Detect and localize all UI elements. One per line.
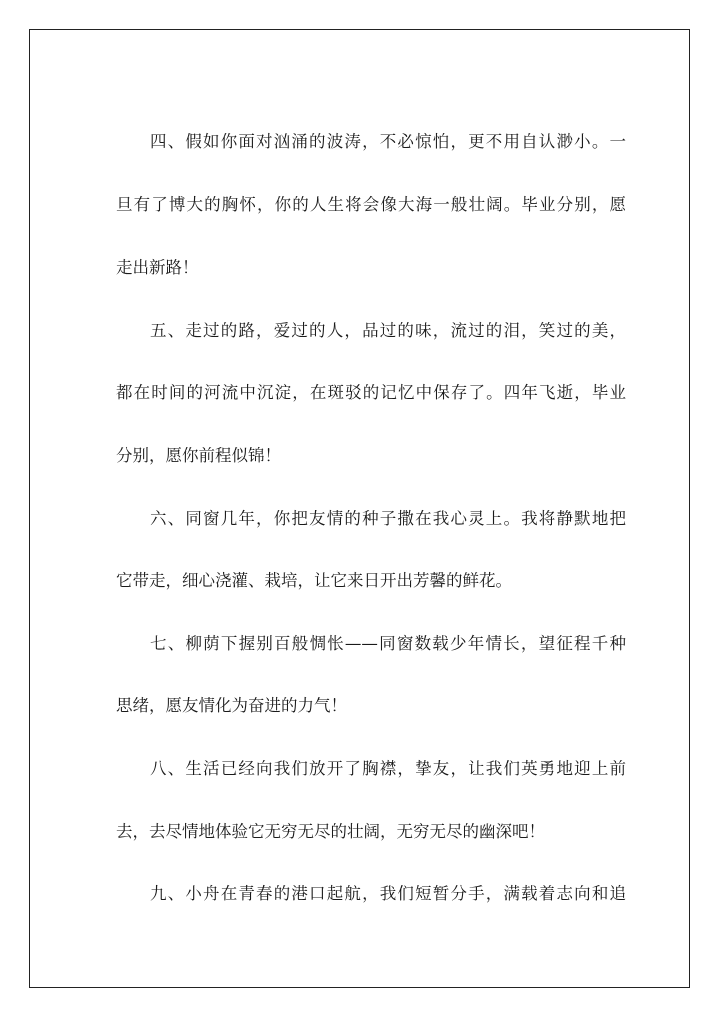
paragraph-5-line-2: 都在时间的河流中沉淀，在斑驳的记忆中保存了。四年飞逝，毕业: [116, 383, 626, 402]
paragraph-6-line-1: 六、同窗几年，你把友情的种子撒在我心灵上。我将静默地把: [150, 509, 626, 528]
paragraph-4-line-3: 走出新路！: [116, 258, 199, 277]
paragraph-6-line-2: 它带走，细心浇灌、栽培，让它来日开出芳馨的鲜花。: [116, 571, 512, 590]
paragraph-5-line-3: 分别，愿你前程似锦！: [116, 446, 281, 465]
paragraph-7-line-2: 思绪，愿友情化为奋进的力气！: [116, 696, 347, 715]
paragraph-9-line-1: 九、小舟在青春的港口起航，我们短暂分手，满载着志向和追: [150, 884, 626, 903]
paragraph-8-line-1: 八、生活已经向我们放开了胸襟，挚友，让我们英勇地迎上前: [150, 759, 626, 778]
paragraph-8-line-2: 去，去尽情地体验它无穷无尽的壮阔，无穷无尽的幽深吧！: [116, 822, 545, 841]
paragraph-4-line-2: 旦有了博大的胸怀，你的人生将会像大海一般壮阔。毕业分别，愿: [116, 195, 626, 214]
paragraph-5-line-1: 五、走过的路，爱过的人，品过的味，流过的泪，笑过的美，: [150, 321, 626, 340]
paragraph-4-line-1: 四、假如你面对汹涌的波涛，不必惊怕，更不用自认渺小。一: [150, 132, 626, 151]
paragraph-7-line-1: 七、柳荫下握别百般惆怅——同窗数载少年情长，望征程千种: [150, 634, 626, 653]
